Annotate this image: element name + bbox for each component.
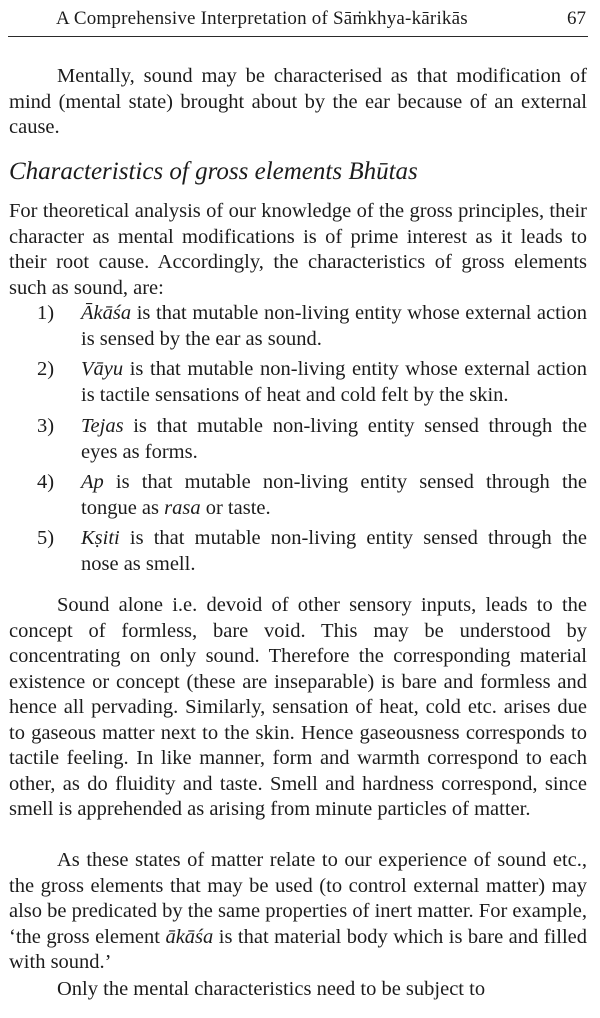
section-heading: Characteristics of gross elements Bhūtas (9, 158, 418, 185)
paragraph-mental-characteristics: Only the mental characteristics need to be subject to (57, 978, 486, 1000)
list-item-text: or taste. (200, 496, 271, 519)
list-number: 1) (37, 302, 55, 324)
paragraph-sound-alone: Sound alone i.e. devoid of other sensory inputs, leads to the concept of formless, bare void. This may be understood by concentrating on only sound. Therefore the corresponding material existence or concept (these are inseparable) is bare and formless and hence all pervading. Similarly, sensation of heat, cold etc. arises due to gaseous matter next to the skin. Hence gaseousness corresponds to tactile feeling. In like manner, form and warmth correspond to each other, as do fluidity and taste. Smell and hardness correspond, since smell is apprehended as arising from minute particles of matter. (9, 594, 587, 820)
list-item-text: is that mutable non-living entity whose external action is tactile sensations of heat and cold felt by the skin. (81, 358, 587, 406)
paragraph-theoretical-analysis: For theoretical analysis of our knowledge of the gross principles, their character as mental modifications is of prime interest as it leads to their root cause. Accordingly, the characteristics of gross elements such as sound, are: (9, 200, 587, 299)
list-item-text: is that mutable non-living entity sensed through the tongue as (81, 471, 587, 519)
paragraph-states-of-matter (9, 848, 587, 976)
list-item-vayu (9, 357, 587, 408)
list-item-ksiti (9, 526, 587, 577)
paragraph-text: is that material body which is bare and filled with sound.’ (9, 925, 587, 973)
term-ksiti: Kṣiti (81, 527, 120, 549)
list-number: 5) (37, 527, 55, 549)
paragraph-sound-mentally: Mentally, sound may be characterised as that modification of mind (mental state) brought about by the ear because of an external cause. (9, 65, 587, 138)
term-rasa: rasa (164, 496, 201, 519)
list-item-akasa (9, 301, 587, 352)
list-number: 2) (37, 358, 55, 380)
term-tejas: Tejas (81, 415, 124, 437)
list-number: 4) (37, 471, 55, 493)
list-item-text: is that mutable non-living entity sensed through the eyes as forms. (81, 415, 587, 463)
running-header (8, 6, 588, 37)
list-item-tejas (9, 414, 587, 465)
list-item-ap (9, 470, 587, 521)
page-number: 67 (567, 8, 586, 29)
term-akasa-inline: ākāśa (165, 925, 214, 948)
running-title: A Comprehensive Interpretation of Sāṁkhya-kārikās (56, 8, 468, 29)
list-item-text: is that mutable non-living entity sensed through the nose as smell. (81, 527, 587, 575)
list-number: 3) (37, 415, 55, 437)
elements-list (9, 301, 587, 582)
paragraph-text: As these states of matter relate to our experience of sound etc., the gross elements that may be used (to control external matter) may also be predicated by the same properties of inert matter. For example, ‘the gross element (9, 849, 587, 948)
list-item-text: is that mutable non-living entity whose external action is sensed by the ear as sound. (81, 302, 587, 350)
term-akasa: Ākāśa (81, 302, 132, 324)
term-vayu: Vāyu (81, 358, 124, 380)
term-ap: Ap (81, 471, 104, 493)
